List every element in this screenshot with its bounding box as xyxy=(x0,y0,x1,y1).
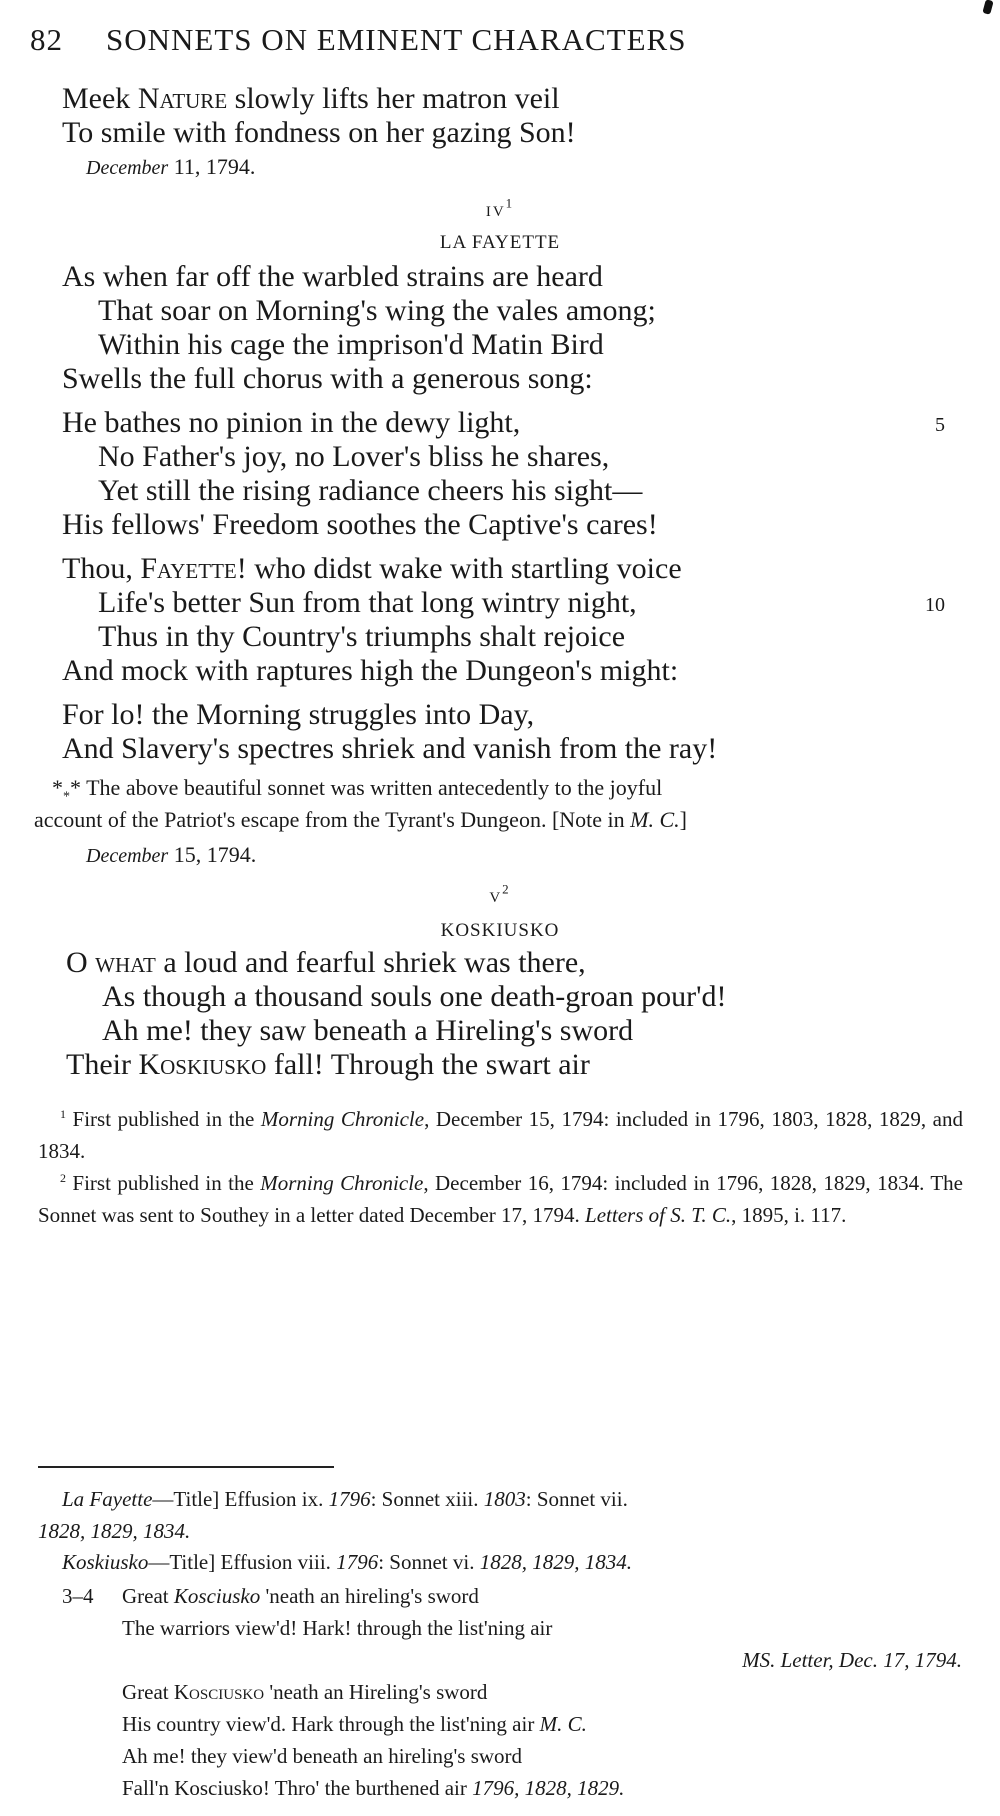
poem-line: Swells the full chorus with a generous song: xyxy=(62,362,593,395)
poem-line: Thou, Fayette! who didst wake with startling voice xyxy=(62,552,682,585)
date-line: December 15, 1794. xyxy=(86,842,257,867)
poem-line: And Slavery's spectres shriek and vanish from the ray! xyxy=(62,732,718,765)
running-title: SONNETS ON EMINENT CHARACTERS xyxy=(106,22,687,57)
poem-line: And mock with raptures high the Dungeon's might: xyxy=(62,654,679,687)
poem-line: Life's better Sun from that long wintry night, xyxy=(98,586,637,619)
variant-note: Koskiusko—Title] Effusion viii. 1796: Sonnet vi. 1828, 1829, 1834. xyxy=(62,1550,632,1574)
poem-line: Within his cage the imprison'd Matin Bird xyxy=(98,328,604,361)
footnote-ref: 2 xyxy=(502,882,511,897)
poem-line: Meek Nature slowly lifts her matron veil xyxy=(62,82,560,115)
variant-reading: The warriors view'd! Hark! through the list'ning air xyxy=(122,1616,553,1640)
asterism: $*_**$ xyxy=(52,775,81,805)
variant-reading: Great Kosciusko 'neath an Hireling's sword xyxy=(122,1680,488,1704)
poem-line: For lo! the Morning struggles into Day, xyxy=(62,698,535,731)
line-number: 10 xyxy=(925,594,945,616)
variant-reading: Ah me! they view'd beneath an hireling's sword xyxy=(122,1744,523,1768)
poem-line: Ah me! they saw beneath a Hireling's sword xyxy=(102,1014,634,1047)
poem-line: To smile with fondness on her gazing Son! xyxy=(62,116,576,149)
variant-line-ref: 3–4 xyxy=(62,1584,94,1608)
poem-line: Yet still the rising radiance cheers his sight— xyxy=(98,474,643,507)
date-line: December 11, 1794. xyxy=(86,154,256,179)
variant-reading: His country view'd. Hark through the list'ning air M. C. xyxy=(122,1712,587,1736)
poem-line: As though a thousand souls one death-groan pour'd! xyxy=(102,980,727,1013)
poem-line: His fellows' Freedom soothes the Captive's cares! xyxy=(62,508,658,541)
footnote-divider xyxy=(38,1466,334,1468)
poem-line: As when far off the warbled strains are heard xyxy=(62,260,603,293)
footnote-ref: 1 xyxy=(505,196,515,211)
page-number: 82 xyxy=(30,22,63,57)
line-number: 5 xyxy=(935,414,945,436)
poem-line: That soar on Morning's wing the vales among; xyxy=(98,294,656,327)
footnote: $^1$ First published in the Morning Chronicle, December 15, 1794: included in 1796, 1803, 1828, 1829, and 1834. xyxy=(38,1107,964,1163)
sonnet-numeral: $v^2$ xyxy=(489,882,511,908)
poem-line: Thus in thy Country's triumphs shalt rejoice xyxy=(98,620,626,653)
variant-reading: Fall'n Kosciusko! Thro' the burthened air 1796, 1828, 1829. xyxy=(122,1776,625,1800)
editorial-note: $*_**$ The above beautiful sonnet was written antecedently to the joyful xyxy=(52,775,663,805)
editorial-note-cont: account of the Patriot's escape from the Tyrant's Dungeon. [Note in M. C.] xyxy=(34,807,687,832)
page-header xyxy=(30,22,920,58)
footnote: $^2$ First published in the Morning Chronicle, December 16, 1794: included in 1796, 1828, 1829, 1834. The Sonnet was sent to Southey in a letter dated December 17, 1794. Letters of S. T. C., 1895, i. 117. xyxy=(38,1171,963,1227)
poem-line: He bathes no pinion in the dewy light, xyxy=(62,406,521,439)
variant-source: MS. Letter, Dec. 17, 1794. xyxy=(742,1648,962,1672)
variant-reading: Great Kosciusko 'neath an hireling's sword xyxy=(122,1584,479,1608)
poem-line: O what a loud and fearful shriek was there, xyxy=(66,946,586,979)
poem-line: No Father's joy, no Lover's bliss he shares, xyxy=(98,440,610,473)
sonnet-title: KOSKIUSKO xyxy=(440,920,560,941)
sonnet-title: LA FAYETTE xyxy=(439,232,561,253)
variant-note: La Fayette—Title] Effusion ix. 1796: Sonnet xiii. 1803: Sonnet vii. 1828, 1829, 1834. xyxy=(38,1487,628,1543)
sonnet-numeral: $iv^1$ xyxy=(485,196,515,222)
ink-mark xyxy=(982,0,993,15)
poem-line: Their Koskiusko fall! Through the swart air xyxy=(66,1048,590,1081)
